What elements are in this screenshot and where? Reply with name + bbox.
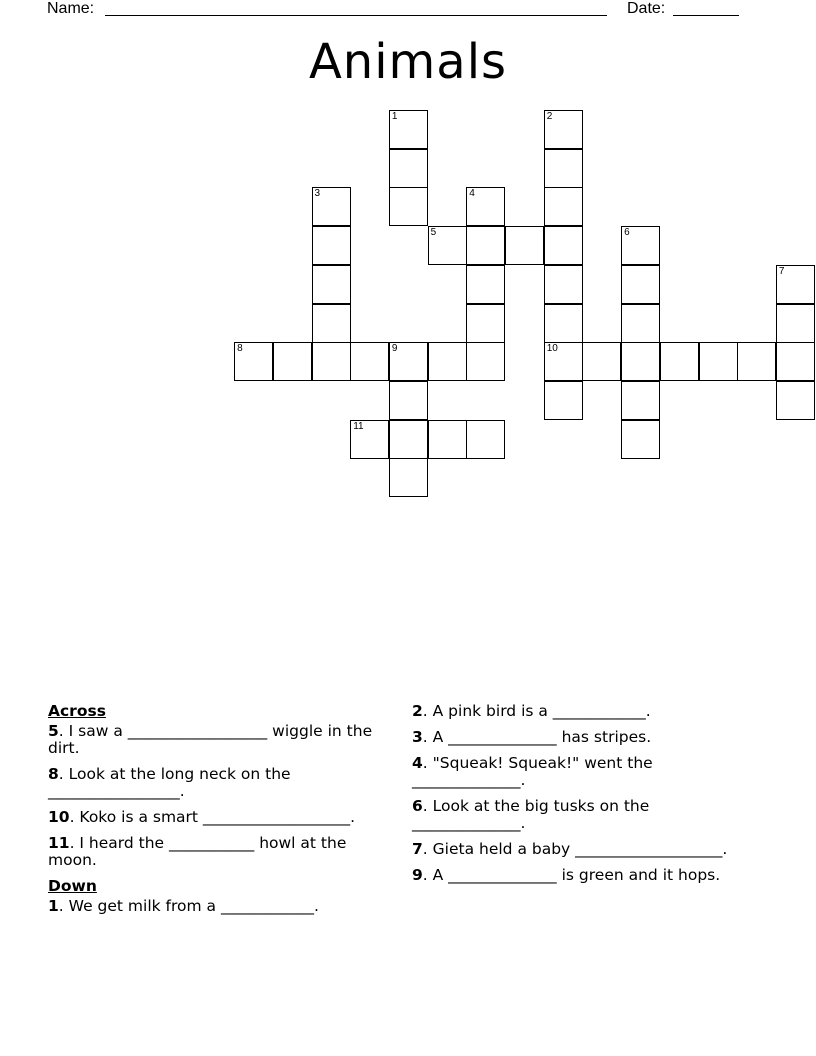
clue-number: 8 bbox=[237, 343, 243, 355]
clue-number: 10 bbox=[546, 343, 558, 355]
page-title: Animals bbox=[308, 34, 508, 90]
clue-item-number: 2 bbox=[412, 702, 423, 720]
clue-number: 7 bbox=[778, 265, 785, 277]
crossword-cell[interactable] bbox=[776, 381, 815, 420]
clue-item-number: 10 bbox=[48, 808, 70, 826]
clue-item-text: . I saw a __________________ wiggle in the dirt. bbox=[48, 722, 373, 757]
clue-number: 4 bbox=[469, 188, 475, 200]
clue-item-number: 9 bbox=[412, 866, 423, 884]
crossword-cell[interactable] bbox=[389, 110, 428, 149]
crossword-cell[interactable] bbox=[428, 342, 467, 381]
crossword-cell[interactable] bbox=[621, 226, 660, 265]
clues-right-column bbox=[412, 703, 742, 893]
clue-item-number: 1 bbox=[48, 897, 59, 915]
clue-number: 9 bbox=[391, 343, 398, 355]
crossword-cell[interactable] bbox=[389, 149, 428, 188]
crossword-cell[interactable] bbox=[544, 226, 583, 265]
clue-number: 3 bbox=[314, 188, 321, 200]
clue-item-text: . A pink bird is a ____________. bbox=[422, 702, 651, 720]
crossword-cell[interactable] bbox=[544, 187, 583, 226]
clue-number: 5 bbox=[430, 227, 437, 239]
clue-item-text: . I heard the ___________ howl at the moon. bbox=[48, 834, 347, 869]
crossword-cell[interactable] bbox=[389, 458, 428, 497]
crossword-cell[interactable] bbox=[621, 265, 660, 304]
crossword-cell[interactable] bbox=[660, 342, 699, 381]
crossword-cell[interactable] bbox=[234, 342, 273, 381]
clue-item bbox=[412, 703, 742, 720]
crossword-cell[interactable] bbox=[544, 110, 583, 149]
clue-item-number: 4 bbox=[412, 754, 423, 772]
crossword-cell[interactable] bbox=[466, 420, 505, 459]
clue-number: 2 bbox=[546, 111, 553, 122]
down-heading: Down bbox=[48, 877, 97, 895]
crossword-cell[interactable] bbox=[544, 342, 583, 381]
crossword-cell[interactable] bbox=[312, 226, 351, 265]
crossword-cell[interactable] bbox=[621, 342, 660, 381]
crossword-cell[interactable] bbox=[544, 149, 583, 188]
crossword-cell[interactable] bbox=[389, 342, 428, 381]
crossword-cell[interactable] bbox=[582, 342, 621, 381]
clue-item-text: . A ______________ is green and it hops. bbox=[422, 866, 721, 884]
crossword-cell[interactable] bbox=[776, 304, 815, 343]
clue-item bbox=[48, 723, 388, 757]
crossword-cell[interactable] bbox=[544, 381, 583, 420]
clue-item bbox=[48, 835, 388, 869]
clue-number: 6 bbox=[624, 227, 630, 239]
date-label: Date: bbox=[627, 0, 666, 17]
crossword-cell[interactable] bbox=[544, 304, 583, 343]
crossword-cell[interactable] bbox=[389, 381, 428, 420]
clue-item bbox=[412, 867, 742, 884]
crossword-cell[interactable] bbox=[312, 187, 351, 226]
crossword-cell[interactable] bbox=[505, 226, 544, 265]
crossword-grid bbox=[0, 0, 816, 520]
crossword-cell[interactable] bbox=[699, 342, 738, 381]
name-label: Name: bbox=[47, 0, 95, 17]
crossword-cell[interactable] bbox=[737, 342, 776, 381]
crossword-cell[interactable] bbox=[389, 420, 428, 459]
crossword-cell[interactable] bbox=[466, 304, 505, 343]
clue-item bbox=[48, 898, 388, 915]
crossword-cell[interactable] bbox=[312, 265, 351, 304]
clue-item bbox=[48, 809, 388, 826]
crossword-cell[interactable] bbox=[273, 342, 312, 381]
crossword-cell[interactable] bbox=[466, 226, 505, 265]
crossword-cell[interactable] bbox=[621, 420, 660, 459]
crossword-cell[interactable] bbox=[466, 187, 505, 226]
crossword-cell[interactable] bbox=[621, 304, 660, 343]
clue-item-text: . "Squeak! Squeak!" went the ______________. bbox=[412, 754, 653, 789]
clue-item-number: 7 bbox=[412, 840, 423, 858]
clue-item-number: 6 bbox=[412, 797, 423, 815]
clue-item-text: . A ______________ has stripes. bbox=[422, 728, 652, 746]
crossword-cell[interactable] bbox=[312, 304, 351, 343]
clue-item-number: 5 bbox=[48, 722, 59, 740]
clue-item bbox=[412, 729, 742, 746]
crossword-cell[interactable] bbox=[776, 265, 815, 304]
clue-item-text: . Gieta held a baby ___________________. bbox=[422, 840, 728, 858]
clue-item bbox=[412, 755, 742, 789]
clue-number: 11 bbox=[353, 420, 364, 432]
crossword-cell[interactable] bbox=[389, 187, 428, 226]
clue-item bbox=[48, 766, 388, 800]
clue-item-number: 11 bbox=[48, 834, 70, 852]
clue-item-text: . Look at the long neck on the _________________. bbox=[48, 765, 291, 800]
crossword-cell[interactable] bbox=[350, 342, 389, 381]
clue-item-number: 8 bbox=[48, 765, 59, 783]
crossword-cell[interactable] bbox=[350, 420, 389, 459]
clues-left-column bbox=[48, 703, 388, 924]
clue-item-text: . We get milk from a ____________. bbox=[58, 897, 319, 915]
crossword-cell[interactable] bbox=[428, 420, 467, 459]
crossword-cell[interactable] bbox=[428, 226, 467, 265]
crossword-cell[interactable] bbox=[776, 342, 815, 381]
clue-item-text: . Koko is a smart ___________________. bbox=[69, 808, 356, 826]
crossword-cell[interactable] bbox=[466, 342, 505, 381]
crossword-cell[interactable] bbox=[466, 265, 505, 304]
clue-item bbox=[412, 798, 742, 832]
clue-item-text: . Look at the big tusks on the ______________. bbox=[412, 797, 650, 832]
clue-item bbox=[412, 841, 742, 858]
crossword-cell[interactable] bbox=[544, 265, 583, 304]
crossword-cell[interactable] bbox=[621, 381, 660, 420]
across-heading: Across bbox=[48, 702, 106, 720]
clue-number: 1 bbox=[391, 111, 398, 122]
clue-item-number: 3 bbox=[412, 728, 423, 746]
crossword-cell[interactable] bbox=[312, 342, 351, 381]
